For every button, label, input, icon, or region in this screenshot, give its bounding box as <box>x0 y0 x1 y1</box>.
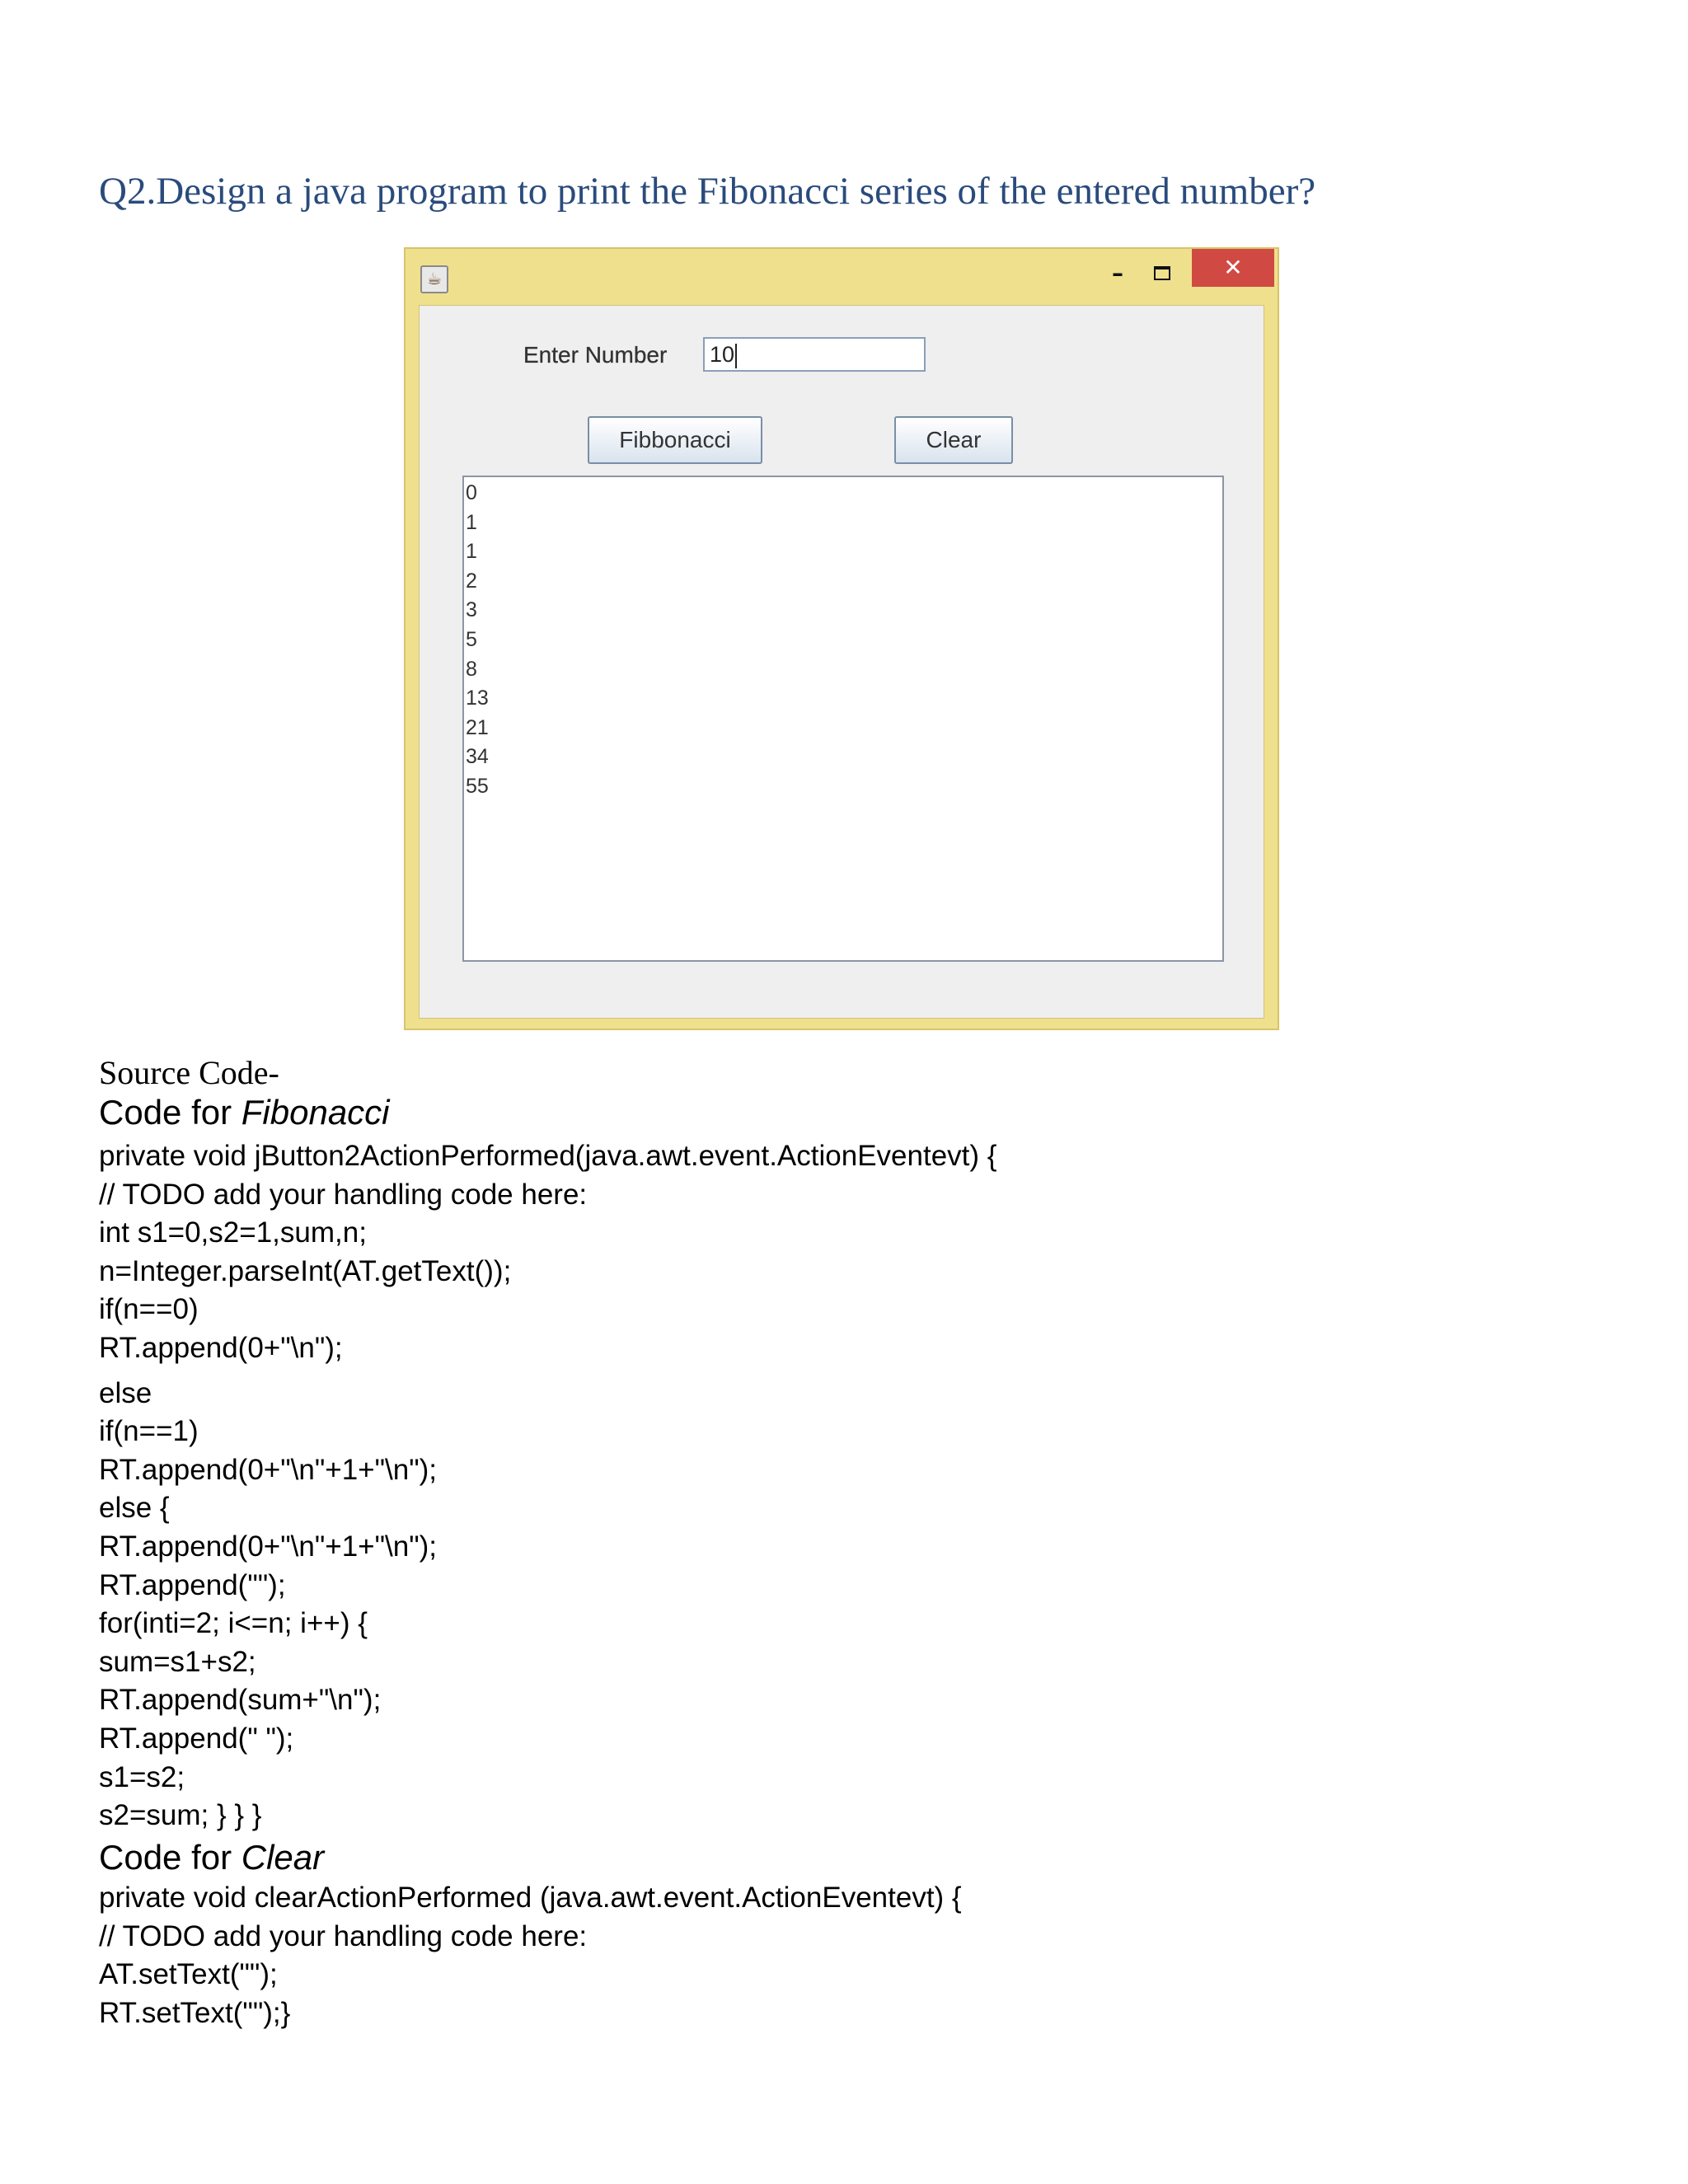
code-line: RT.append(0+"\n"+1+"\n"); <box>99 1453 438 1486</box>
window-titlebar[interactable] <box>406 249 1278 305</box>
output-textarea[interactable] <box>462 476 1224 962</box>
code-line: if(n==1) <box>99 1415 199 1448</box>
code-line: sum=s1+s2; <box>99 1645 256 1678</box>
enter-number-label: Enter Number <box>523 342 668 368</box>
maximize-icon[interactable] <box>1146 260 1179 287</box>
close-icon[interactable]: ✕ <box>1192 249 1274 287</box>
fibonacci-heading-name: Fibonacci <box>241 1093 390 1132</box>
output-line: 55 <box>466 775 489 798</box>
question-title: Q2.Design a java program to print the Fibonacci series of the entered number? <box>99 170 1316 213</box>
code-line: if(n==0) <box>99 1293 199 1326</box>
code-line: private void clearActionPerformed (java.awt.event.ActionEventevt) { <box>99 1882 962 1914</box>
clear-heading-name: Clear <box>241 1838 325 1877</box>
code-line: // TODO add your handling code here: <box>99 1178 588 1211</box>
output-line: 34 <box>466 745 489 769</box>
code-line: RT.append(""); <box>99 1568 286 1601</box>
fibonacci-code-heading <box>99 1093 390 1132</box>
output-line: 13 <box>466 687 489 710</box>
code-line: s1=s2; <box>99 1760 185 1793</box>
output-line: 3 <box>466 598 477 622</box>
output-line: 8 <box>466 657 477 681</box>
clear-heading-prefix: Code for <box>99 1838 241 1877</box>
output-line: 1 <box>466 540 477 564</box>
minimize-icon[interactable]: – <box>1112 260 1123 287</box>
fibonacci-heading-prefix: Code for <box>99 1093 241 1132</box>
code-line: RT.append(" "); <box>99 1722 294 1755</box>
fibonacci-button[interactable]: Fibbonacci <box>588 416 762 464</box>
output-line: 1 <box>466 510 477 534</box>
number-input-value: 10 <box>710 342 735 367</box>
code-line: for(inti=2; i<=n; i++) { <box>99 1607 368 1640</box>
code-line: RT.append(0+"\n"+1+"\n"); <box>99 1530 438 1563</box>
output-line: 2 <box>466 569 477 593</box>
output-line: 5 <box>466 628 477 651</box>
code-line: else { <box>99 1492 170 1525</box>
code-line: int s1=0,s2=1,sum,n; <box>99 1216 367 1249</box>
number-input[interactable] <box>703 337 926 372</box>
clear-button[interactable]: Clear <box>894 416 1013 464</box>
text-caret <box>735 344 737 368</box>
app-window <box>404 247 1279 1030</box>
output-line: 21 <box>466 715 489 739</box>
code-line: AT.setText(""); <box>99 1958 278 1991</box>
code-line: n=Integer.parseInt(AT.getText()); <box>99 1254 512 1287</box>
java-app-icon: ☕ <box>420 265 448 293</box>
code-line: RT.append(sum+"\n"); <box>99 1684 382 1717</box>
code-line: s2=sum; } } } <box>99 1799 262 1832</box>
clear-code-heading <box>99 1838 324 1877</box>
code-line: else <box>99 1376 152 1409</box>
output-line: 0 <box>466 481 477 504</box>
code-line: RT.setText("");} <box>99 1996 291 2029</box>
code-line: RT.append(0+"\n"); <box>99 1332 343 1364</box>
source-code-heading: Source Code- <box>99 1054 279 1091</box>
window-content <box>419 305 1264 1019</box>
code-line: // TODO add your handling code here: <box>99 1919 588 1952</box>
code-line: private void jButton2ActionPerformed(java.awt.event.ActionEventevt) { <box>99 1140 997 1172</box>
